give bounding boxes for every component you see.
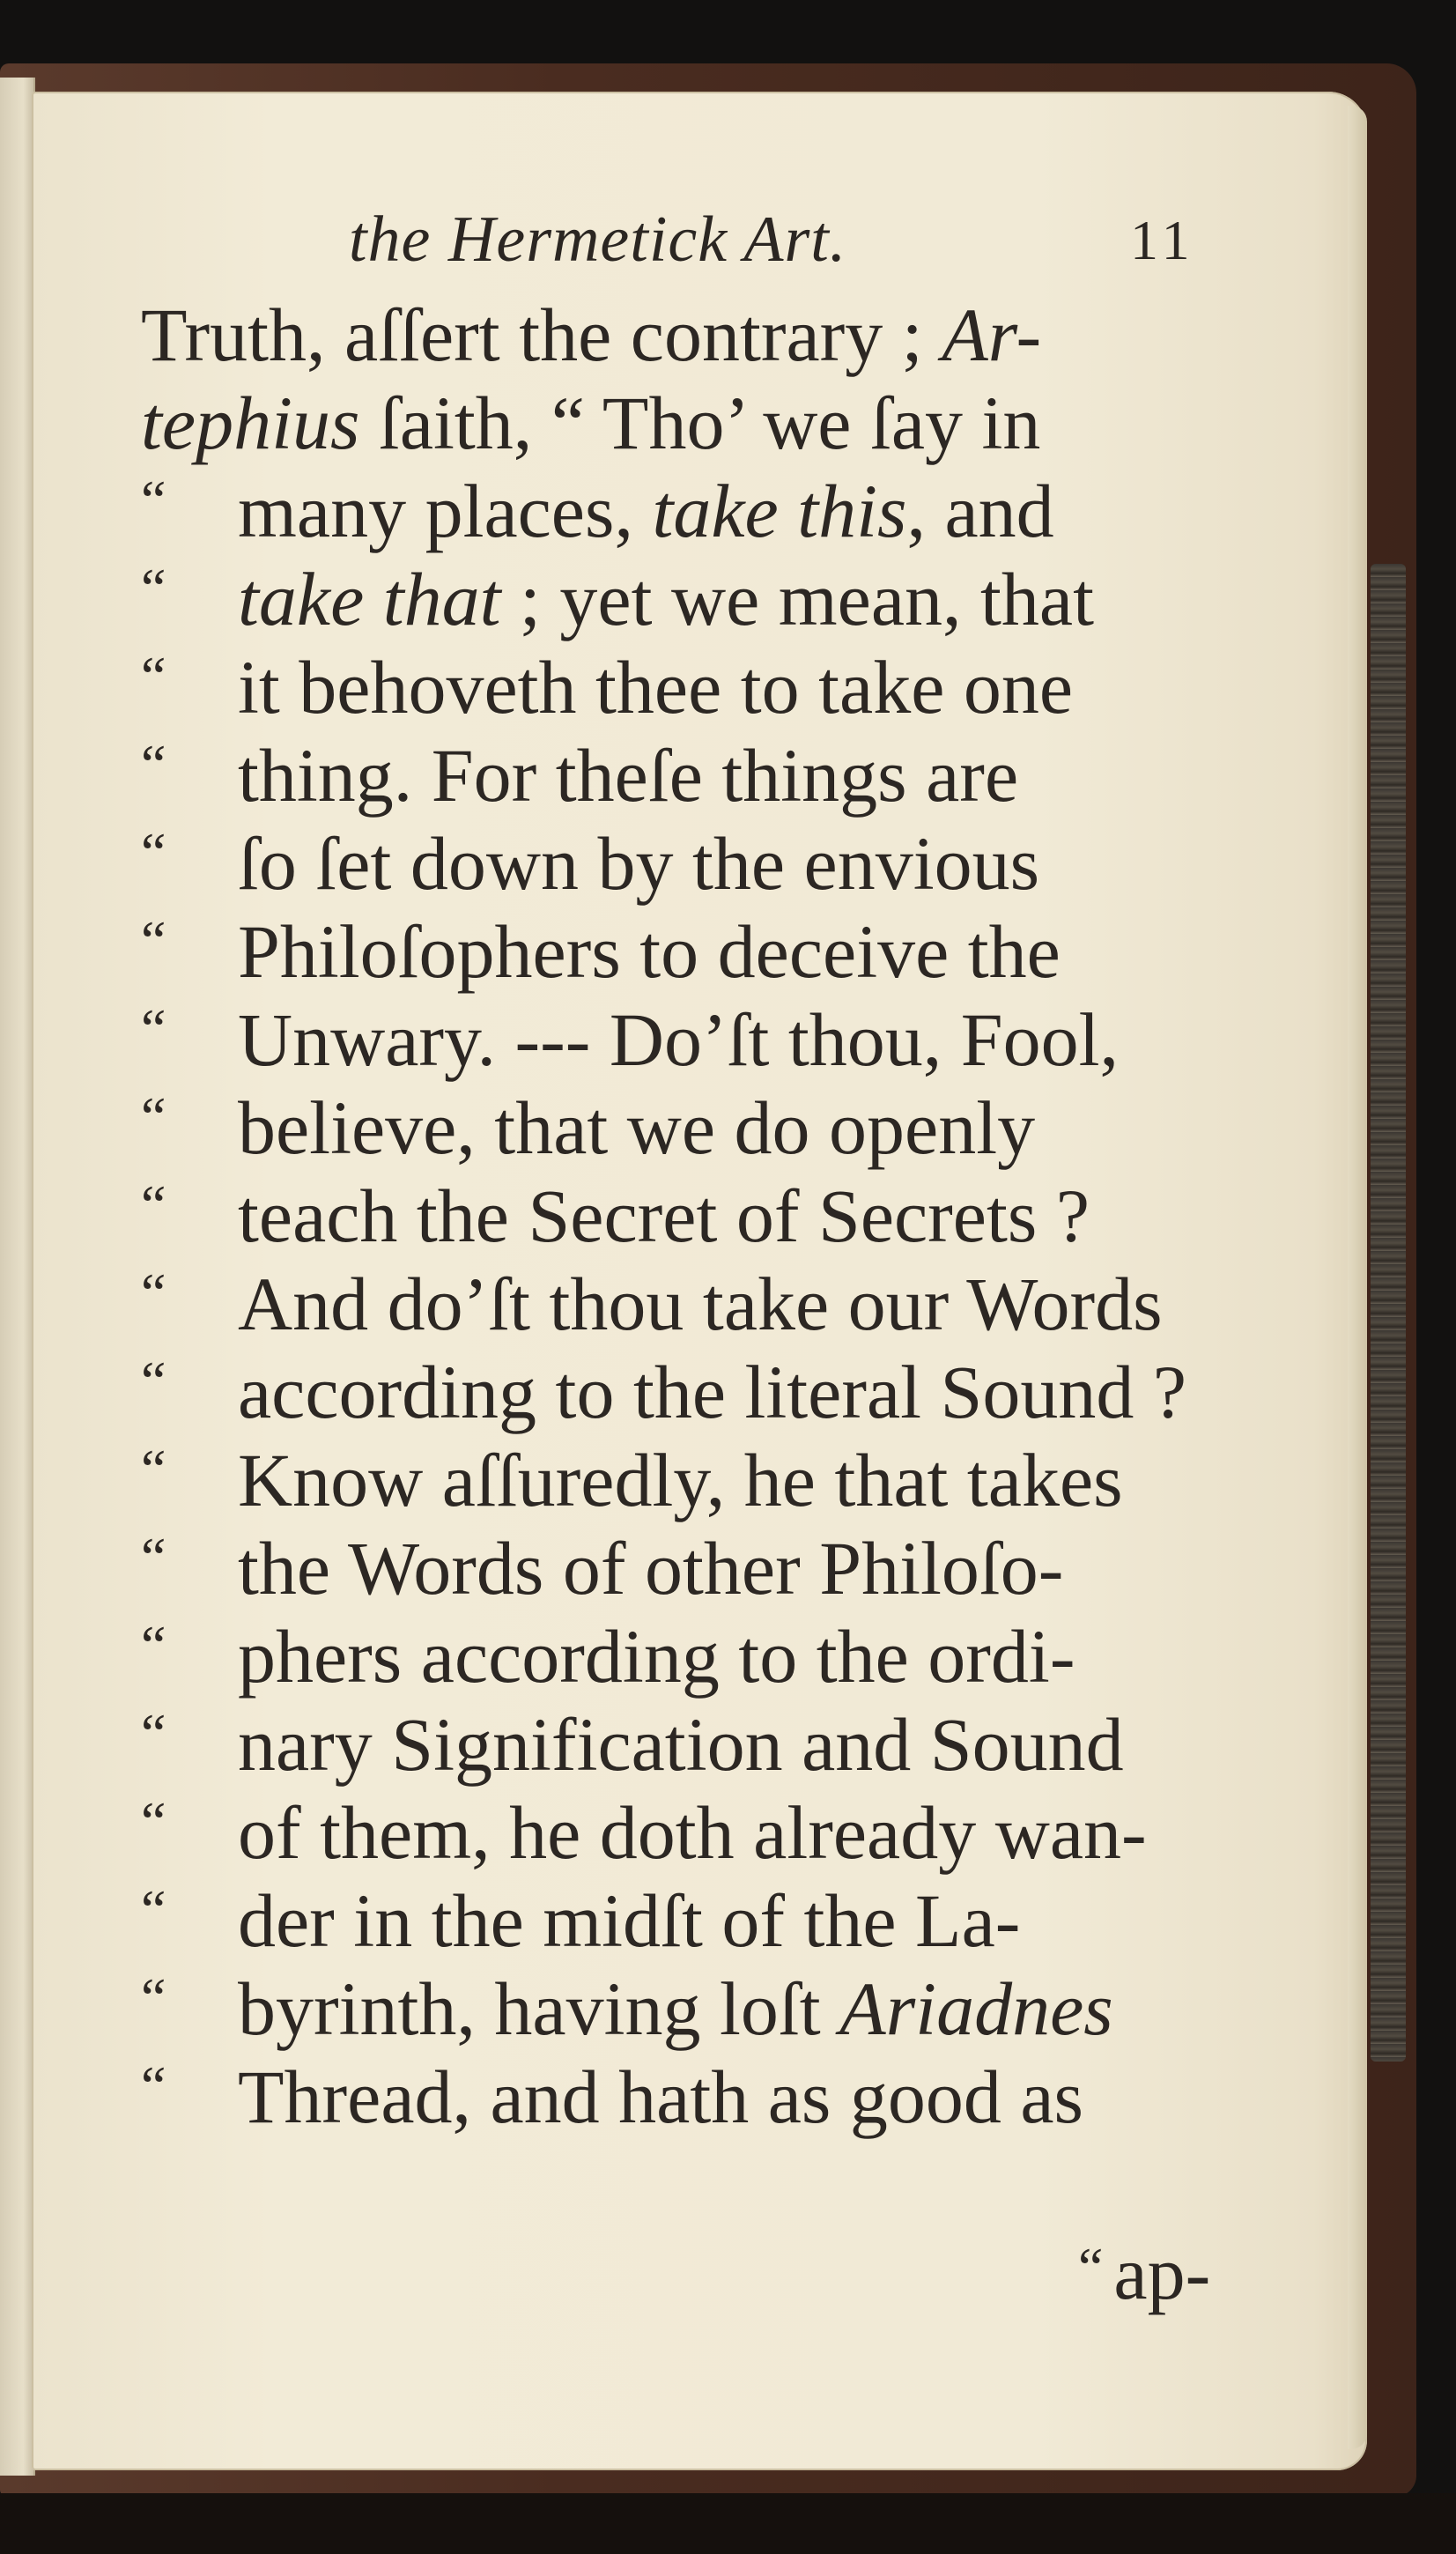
catchword-quote-mark: “ bbox=[1078, 2236, 1104, 2299]
quote-mark: “ bbox=[141, 1790, 166, 1853]
roman-text: of them, he doth already wan- bbox=[238, 1790, 1147, 1875]
line-content bbox=[238, 1788, 1147, 1877]
line-content bbox=[238, 819, 1039, 907]
text-line bbox=[141, 1436, 1260, 1524]
roman-text: Unwary. --- Do’ſt thou, Fool, bbox=[238, 997, 1120, 1082]
text-line bbox=[141, 1084, 1260, 1172]
text-line bbox=[141, 1524, 1260, 1612]
page-header bbox=[0, 203, 1456, 291]
roman-text: der in the midſt of the La- bbox=[238, 1878, 1021, 1963]
text-line bbox=[141, 291, 1260, 379]
text-line bbox=[141, 819, 1260, 907]
text-line bbox=[141, 643, 1260, 731]
body-text bbox=[141, 291, 1260, 2141]
text-line bbox=[141, 1965, 1260, 2053]
line-content bbox=[238, 1260, 1163, 1348]
roman-text: Know aſſuredly, he that takes bbox=[238, 1438, 1123, 1522]
line-content bbox=[141, 379, 1040, 467]
line-content bbox=[238, 1172, 1090, 1260]
quote-mark: “ bbox=[141, 1702, 166, 1765]
text-line bbox=[141, 2053, 1260, 2141]
catchword bbox=[1078, 2229, 1210, 2324]
roman-text: thing. For theſe things are bbox=[238, 733, 1019, 818]
text-line bbox=[141, 1260, 1260, 1348]
italic-text: tephius bbox=[141, 381, 360, 465]
line-content bbox=[238, 1877, 1020, 1965]
roman-text: it behoveth thee to take one bbox=[238, 645, 1074, 729]
line-content bbox=[238, 555, 1094, 643]
text-line bbox=[141, 907, 1260, 996]
quote-mark: “ bbox=[141, 821, 166, 884]
quote-mark: “ bbox=[141, 1878, 166, 1941]
line-content bbox=[238, 731, 1018, 819]
roman-text: according to the literal Sound ? bbox=[238, 1350, 1187, 1434]
page-edge-shadow bbox=[1348, 106, 1367, 2449]
text-line bbox=[141, 467, 1260, 555]
italic-text: Ar- bbox=[942, 292, 1042, 377]
facing-page-edge bbox=[0, 78, 35, 2476]
roman-text: Thread, and hath as good as bbox=[238, 2054, 1084, 2139]
line-content bbox=[238, 1965, 1113, 2053]
italic-text: Ariadnes bbox=[839, 1966, 1113, 2051]
roman-text: believe, that we do openly bbox=[238, 1085, 1036, 1170]
text-line bbox=[141, 1172, 1260, 1260]
text-line bbox=[141, 1877, 1260, 1965]
quote-mark: “ bbox=[141, 645, 166, 707]
roman-text: the Words of other Philoſo- bbox=[238, 1526, 1064, 1610]
roman-text: phers according to the ordi- bbox=[238, 1614, 1075, 1699]
line-content bbox=[238, 907, 1061, 996]
line-content bbox=[238, 643, 1073, 731]
running-head: the Hermetick Art. bbox=[349, 204, 847, 276]
quote-mark: “ bbox=[141, 469, 166, 531]
text-line bbox=[141, 1348, 1260, 1436]
quote-mark: “ bbox=[141, 997, 166, 1060]
fore-edge-stain bbox=[1371, 564, 1406, 2062]
line-content bbox=[238, 1700, 1124, 1788]
line-content bbox=[238, 467, 1054, 555]
background-strip bbox=[0, 2493, 1456, 2554]
quote-mark: “ bbox=[141, 2054, 166, 2117]
quote-mark: “ bbox=[141, 1262, 166, 1324]
line-content bbox=[238, 1524, 1063, 1612]
catchword-text: ap- bbox=[1113, 2231, 1211, 2315]
line-content bbox=[238, 2053, 1083, 2141]
text-line bbox=[141, 1700, 1260, 1788]
line-content bbox=[238, 1348, 1186, 1436]
text-line bbox=[141, 996, 1260, 1084]
line-content bbox=[238, 996, 1119, 1084]
quote-mark: “ bbox=[141, 1526, 166, 1588]
roman-text: nary Signification and Sound bbox=[238, 1702, 1124, 1787]
quote-mark: “ bbox=[141, 557, 166, 619]
roman-text: ſaith, “ Tho’ we ſay in bbox=[359, 381, 1041, 465]
roman-text: ; yet we mean, that bbox=[500, 557, 1094, 641]
quote-mark: “ bbox=[141, 1085, 166, 1148]
roman-text: ſo ſet down by the envious bbox=[238, 821, 1040, 906]
roman-text: byrinth, having loſt bbox=[238, 1966, 840, 2051]
line-content bbox=[238, 1612, 1075, 1700]
roman-text: , and bbox=[906, 469, 1054, 553]
quote-mark: “ bbox=[141, 1966, 166, 2029]
line-content bbox=[238, 1084, 1035, 1172]
quote-mark: “ bbox=[141, 1173, 166, 1236]
text-line bbox=[141, 555, 1260, 643]
quote-mark: “ bbox=[141, 733, 166, 796]
quote-mark: “ bbox=[141, 909, 166, 972]
text-line bbox=[141, 731, 1260, 819]
quote-mark: “ bbox=[141, 1350, 166, 1412]
text-line bbox=[141, 379, 1260, 467]
roman-text: And do’ſt thou take our Words bbox=[238, 1262, 1163, 1346]
page-number: 11 bbox=[1130, 209, 1195, 271]
text-line bbox=[141, 1788, 1260, 1877]
line-content bbox=[238, 1436, 1123, 1524]
line-content bbox=[141, 291, 1041, 379]
quote-mark: “ bbox=[141, 1614, 166, 1677]
quote-mark: “ bbox=[141, 1438, 166, 1500]
text-line bbox=[141, 1612, 1260, 1700]
italic-text: take that bbox=[238, 557, 501, 641]
italic-text: take this bbox=[652, 469, 907, 553]
roman-text: Philoſophers to deceive the bbox=[238, 909, 1061, 994]
roman-text: many places, bbox=[238, 469, 653, 553]
roman-text: Truth, aſſert the contrary ; bbox=[141, 292, 942, 377]
roman-text: teach the Secret of Secrets ? bbox=[238, 1173, 1090, 1258]
